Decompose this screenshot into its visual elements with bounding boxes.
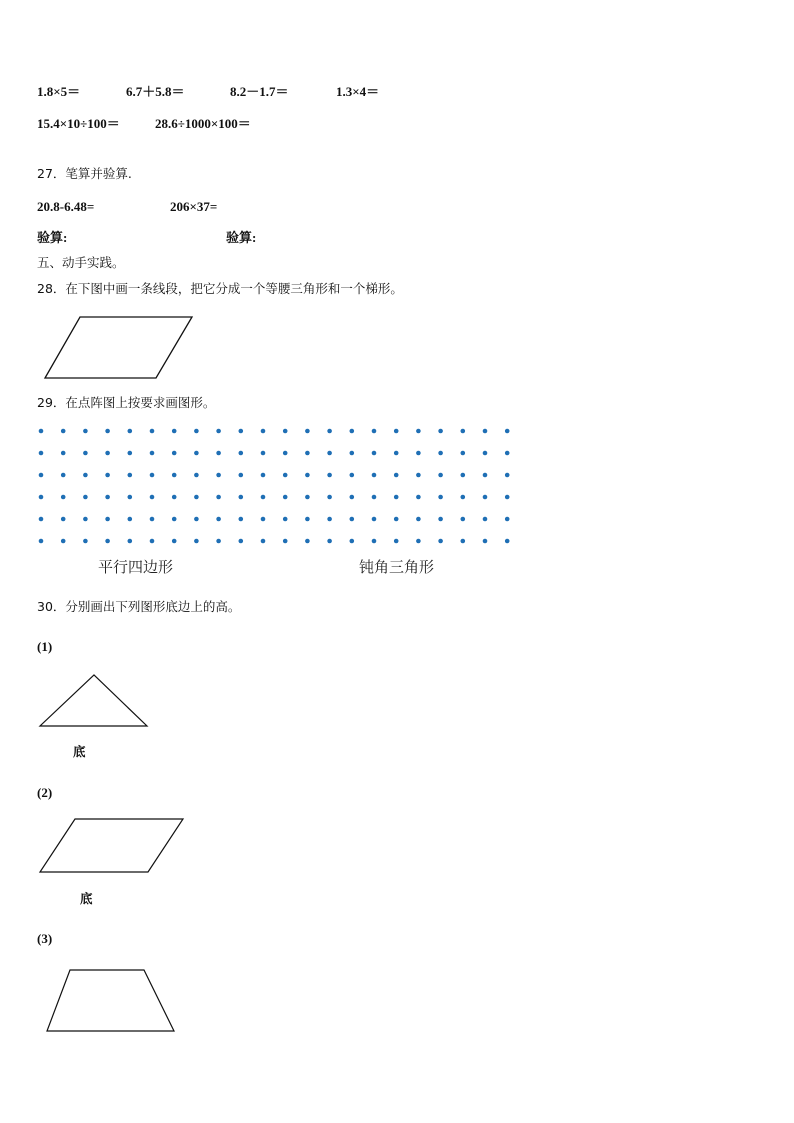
q29-label-obtuse-triangle: 钝角三角形 <box>359 558 435 576</box>
grid-dot <box>350 429 355 434</box>
grid-dot <box>483 473 488 478</box>
grid-dot <box>172 429 177 434</box>
grid-dot <box>327 495 332 500</box>
grid-dot <box>261 539 266 544</box>
grid-dot <box>216 429 221 434</box>
grid-dot <box>416 451 421 456</box>
grid-dot <box>172 495 177 500</box>
grid-dot <box>83 495 88 500</box>
grid-dot <box>150 451 155 456</box>
grid-dot <box>438 539 443 544</box>
grid-dot <box>61 429 66 434</box>
calc-1-2: 6.7＋5.8＝ <box>126 84 185 99</box>
grid-dot <box>394 451 399 456</box>
grid-dot <box>438 517 443 522</box>
grid-dot <box>83 429 88 434</box>
grid-dot <box>305 429 310 434</box>
grid-dot <box>128 429 133 434</box>
grid-dot <box>105 429 110 434</box>
grid-dot <box>350 473 355 478</box>
grid-dot <box>483 495 488 500</box>
grid-dot <box>416 517 421 522</box>
grid-dot <box>172 539 177 544</box>
grid-dot <box>372 451 377 456</box>
grid-dot <box>461 495 466 500</box>
grid-dot <box>194 517 199 522</box>
grid-dot <box>350 539 355 544</box>
grid-dot <box>461 473 466 478</box>
grid-dot <box>394 495 399 500</box>
grid-dot <box>194 473 199 478</box>
grid-dot <box>283 495 288 500</box>
grid-dot <box>216 495 221 500</box>
grid-dot <box>39 517 44 522</box>
grid-dot <box>216 539 221 544</box>
grid-dot <box>505 451 510 456</box>
grid-dot <box>438 451 443 456</box>
grid-dot <box>327 539 332 544</box>
grid-dot <box>350 495 355 500</box>
grid-dot <box>327 451 332 456</box>
grid-dot <box>416 539 421 544</box>
grid-dot <box>83 451 88 456</box>
grid-dot <box>239 517 244 522</box>
grid-dot <box>394 473 399 478</box>
grid-dot <box>394 517 399 522</box>
grid-dot <box>261 495 266 500</box>
grid-dot <box>61 539 66 544</box>
grid-dot <box>261 517 266 522</box>
grid-dot <box>105 539 110 544</box>
grid-dot <box>461 539 466 544</box>
q28-title: 28．在下图中画一条线段，把它分成一个等腰三角形和一个梯形。 <box>37 281 403 296</box>
grid-dot <box>438 429 443 434</box>
grid-dot <box>105 495 110 500</box>
calc-1-1: 1.8×5＝ <box>37 84 81 99</box>
grid-dot <box>128 495 133 500</box>
grid-dot <box>505 495 510 500</box>
grid-dot <box>505 473 510 478</box>
grid-dot <box>105 473 110 478</box>
q30-base-label-1: 底 <box>73 744 86 759</box>
grid-dot <box>239 539 244 544</box>
grid-dot <box>305 473 310 478</box>
grid-dot <box>128 473 133 478</box>
grid-dot <box>83 517 88 522</box>
grid-dot <box>194 429 199 434</box>
grid-dot <box>39 495 44 500</box>
grid-dot <box>372 429 377 434</box>
grid-dot <box>239 451 244 456</box>
calc-1-4: 1.3×4＝ <box>336 84 380 99</box>
grid-dot <box>239 429 244 434</box>
q29-dot-grid <box>39 429 510 544</box>
grid-dot <box>505 517 510 522</box>
grid-dot <box>39 473 44 478</box>
grid-dot <box>483 451 488 456</box>
grid-dot <box>327 517 332 522</box>
grid-dot <box>128 451 133 456</box>
grid-dot <box>483 539 488 544</box>
grid-dot <box>261 473 266 478</box>
grid-dot <box>194 539 199 544</box>
calc-1-3: 8.2－1.7＝ <box>230 84 289 99</box>
grid-dot <box>416 473 421 478</box>
q29-title: 29．在点阵图上按要求画图形。 <box>37 395 216 410</box>
q30-parallelogram <box>40 819 183 872</box>
grid-dot <box>150 495 155 500</box>
grid-dot <box>239 473 244 478</box>
grid-dot <box>372 517 377 522</box>
grid-dot <box>150 539 155 544</box>
grid-dot <box>39 539 44 544</box>
grid-dot <box>261 451 266 456</box>
grid-dot <box>172 517 177 522</box>
grid-dot <box>350 451 355 456</box>
grid-dot <box>505 429 510 434</box>
grid-dot <box>438 473 443 478</box>
grid-dot <box>283 517 288 522</box>
q30-part-1-label: (1) <box>37 639 53 654</box>
grid-dot <box>305 517 310 522</box>
grid-dot <box>283 451 288 456</box>
grid-dot <box>372 473 377 478</box>
grid-dot <box>394 539 399 544</box>
grid-dot <box>372 495 377 500</box>
grid-dot <box>416 495 421 500</box>
grid-dot <box>128 539 133 544</box>
grid-dot <box>172 451 177 456</box>
grid-dot <box>39 429 44 434</box>
grid-dot <box>394 429 399 434</box>
grid-dot <box>283 473 288 478</box>
q30-base-label-2: 底 <box>80 891 93 906</box>
grid-dot <box>372 539 377 544</box>
grid-dot <box>172 473 177 478</box>
q30-title: 30．分别画出下列图形底边上的高。 <box>37 599 241 614</box>
grid-dot <box>505 539 510 544</box>
grid-dot <box>194 495 199 500</box>
grid-dot <box>461 451 466 456</box>
section-five-heading: 五、动手实践。 <box>37 255 125 270</box>
grid-dot <box>216 517 221 522</box>
calc-2-2: 28.6÷1000×100＝ <box>155 116 251 131</box>
grid-dot <box>305 495 310 500</box>
grid-dot <box>461 429 466 434</box>
q30-part-2-label: (2) <box>37 785 53 800</box>
grid-dot <box>216 473 221 478</box>
grid-dot <box>61 495 66 500</box>
q27-check-1: 验算: <box>37 230 68 245</box>
grid-dot <box>83 473 88 478</box>
grid-dot <box>128 517 133 522</box>
grid-dot <box>261 429 266 434</box>
q30-triangle <box>40 675 147 726</box>
q29-label-parallelogram: 平行四边形 <box>98 558 174 576</box>
grid-dot <box>61 451 66 456</box>
grid-dot <box>283 429 288 434</box>
q27-expr-1: 20.8-6.48= <box>37 199 95 214</box>
grid-dot <box>461 517 466 522</box>
grid-dot <box>105 517 110 522</box>
grid-dot <box>327 429 332 434</box>
q30-trapezoid <box>47 970 174 1031</box>
q27-expr-2: 206×37= <box>170 199 218 214</box>
calc-2-1: 15.4×10÷100＝ <box>37 116 120 131</box>
grid-dot <box>305 539 310 544</box>
grid-dot <box>305 451 310 456</box>
q27-title: 27．笔算并验算. <box>37 166 132 181</box>
q27-check-2: 验算: <box>226 230 257 245</box>
grid-dot <box>483 429 488 434</box>
grid-dot <box>416 429 421 434</box>
grid-dot <box>216 451 221 456</box>
grid-dot <box>350 517 355 522</box>
grid-dot <box>283 539 288 544</box>
grid-dot <box>150 517 155 522</box>
grid-dot <box>61 473 66 478</box>
grid-dot <box>150 429 155 434</box>
grid-dot <box>194 451 199 456</box>
grid-dot <box>150 473 155 478</box>
grid-dot <box>83 539 88 544</box>
grid-dot <box>105 451 110 456</box>
grid-dot <box>61 517 66 522</box>
grid-dot <box>39 451 44 456</box>
grid-dot <box>239 495 244 500</box>
q30-part-3-label: (3) <box>37 931 53 946</box>
q28-parallelogram <box>45 317 192 378</box>
grid-dot <box>483 517 488 522</box>
grid-dot <box>327 473 332 478</box>
grid-dot <box>438 495 443 500</box>
